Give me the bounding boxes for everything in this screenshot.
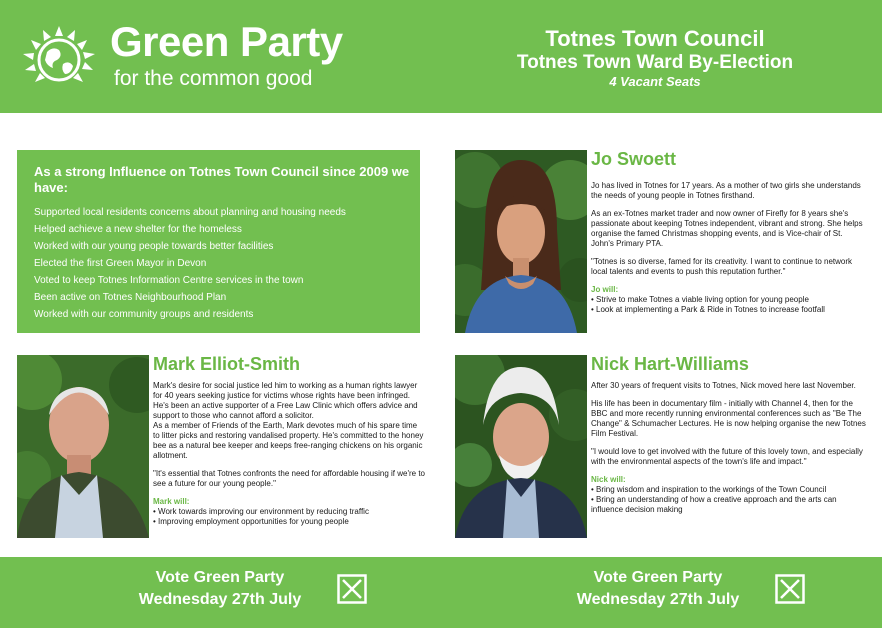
vote-callout-left xyxy=(110,567,330,611)
jo-will-list xyxy=(591,295,866,315)
jo-will-item: • Look at implementing a Park & Ride in Totnes to increase footfall xyxy=(591,305,866,315)
jo-quote: "Totnes is so diverse, famed for its creativity. I want to continue to network local talents and events to push this reputation further." xyxy=(591,257,853,276)
nick-will-label: Nick will: xyxy=(591,475,626,484)
sun-globe-icon xyxy=(17,22,101,92)
jo-name: Jo Swoett xyxy=(591,149,677,169)
record-item: Worked with our young people towards better facilities xyxy=(34,241,274,252)
mark-will-item: • Improving employment opportunities for young people xyxy=(153,517,425,527)
election-title: Totnes Town Ward By-Election xyxy=(516,52,794,73)
vote-line1: Vote Green Party xyxy=(593,569,723,586)
record-item: Worked with our community groups and residents xyxy=(34,309,254,320)
nick-will-item: • Bring an understanding of how a creative approach and the arts can influence decision making xyxy=(591,495,866,515)
mark-will-item: • Work towards improving our environment by reducing traffic xyxy=(153,507,425,517)
jo-bio-p2: As an ex-Totnes market trader and now owner of Firefly for 8 years she's passionate about keeping Totnes independent, vibrant and strong. She helps organise the famed Christmas shopping events, and is Vice-chair of St. John's Primary PTA. xyxy=(591,209,863,248)
nick-quote: "I would love to get involved with the future of this lovely town, and especially with the environmental aspects of the town's life and impact." xyxy=(591,447,863,466)
record-item: Voted to keep Totnes Information Centre services in the town xyxy=(34,275,304,286)
election-info xyxy=(495,26,815,90)
brand-tagline: for the common good xyxy=(114,67,313,90)
mark-quote: "It's essential that Totnes confronts the need for affordable housing if we're to see a future for our young people." xyxy=(153,469,425,488)
vote-line1: Vote Green Party xyxy=(155,569,285,586)
nick-bio-p1: After 30 years of frequent visits to Totnes, Nick moved here last November. xyxy=(591,381,856,390)
ballot-cross-icon xyxy=(337,574,367,604)
mark-bio-p1: Mark's desire for social justice led him to working as a human rights lawyer for 40 years seeking justice for victims whose rights have been infringed. He's been an active supporter of a Free Law Clinic which offers advice and support to those who cannot afford a solicitor. As a member of Friends of the Earth, Mark devotes much of his spare time to litter picks and restoring vandalised property. He's committed to the honey bee as a natural bee keeper and keeps free-ranging chickens on his organic allotment. xyxy=(153,381,424,460)
vote-line2: Wednesday 27th July xyxy=(576,591,740,608)
footer-banner xyxy=(0,557,882,628)
nick-will-list xyxy=(591,485,866,515)
nick-bio-p2: His life has been in documentary film - initially with Channel 4, then for the BBC and more recently running environmental conferences such as "Be The Change" & Schumacher Lectures. He is now helping organise the new Totnes Film Festival. xyxy=(591,399,866,438)
ballot-cross-icon xyxy=(775,574,805,604)
jo-will-label: Jo will: xyxy=(591,285,619,294)
record-item: Elected the first Green Mayor in Devon xyxy=(34,258,207,269)
nick-name: Nick Hart-Williams xyxy=(591,354,749,374)
mark-will-label: Mark will: xyxy=(153,497,190,506)
vacant-seats: 4 Vacant Seats xyxy=(609,74,701,89)
header-banner xyxy=(0,0,882,113)
jo-bio xyxy=(591,181,866,315)
mark-bio xyxy=(153,381,425,527)
vote-line2: Wednesday 27th July xyxy=(138,591,302,608)
jo-will-item: • Strive to make Totnes a viable living option for young people xyxy=(591,295,866,305)
mark-name: Mark Elliot-Smith xyxy=(153,354,301,374)
jo-photo xyxy=(455,150,587,333)
record-item: Helped achieve a new shelter for the homeless xyxy=(34,224,242,235)
nick-photo xyxy=(455,355,587,538)
council-title: Totnes Town Council xyxy=(545,26,765,51)
record-heading: As a strong Influence on Totnes Town Council since 2009 we have: xyxy=(34,164,410,195)
jo-bio-p1: Jo has lived in Totnes for 17 years. As a mother of two girls she understands the needs of young people in Totnes firsthand. xyxy=(591,181,861,200)
vote-callout-right xyxy=(548,567,768,611)
brand-name: Green Party xyxy=(110,18,343,65)
record-item: Been active on Totnes Neighbourhood Plan xyxy=(34,292,227,303)
record-item: Supported local residents concerns about planning and housing needs xyxy=(34,207,346,218)
nick-bio xyxy=(591,381,866,515)
record-box xyxy=(17,150,420,333)
mark-will-list xyxy=(153,507,425,527)
mark-photo xyxy=(17,355,149,538)
nick-will-item: • Bring wisdom and inspiration to the workings of the Town Council xyxy=(591,485,866,495)
record-list xyxy=(34,204,346,323)
